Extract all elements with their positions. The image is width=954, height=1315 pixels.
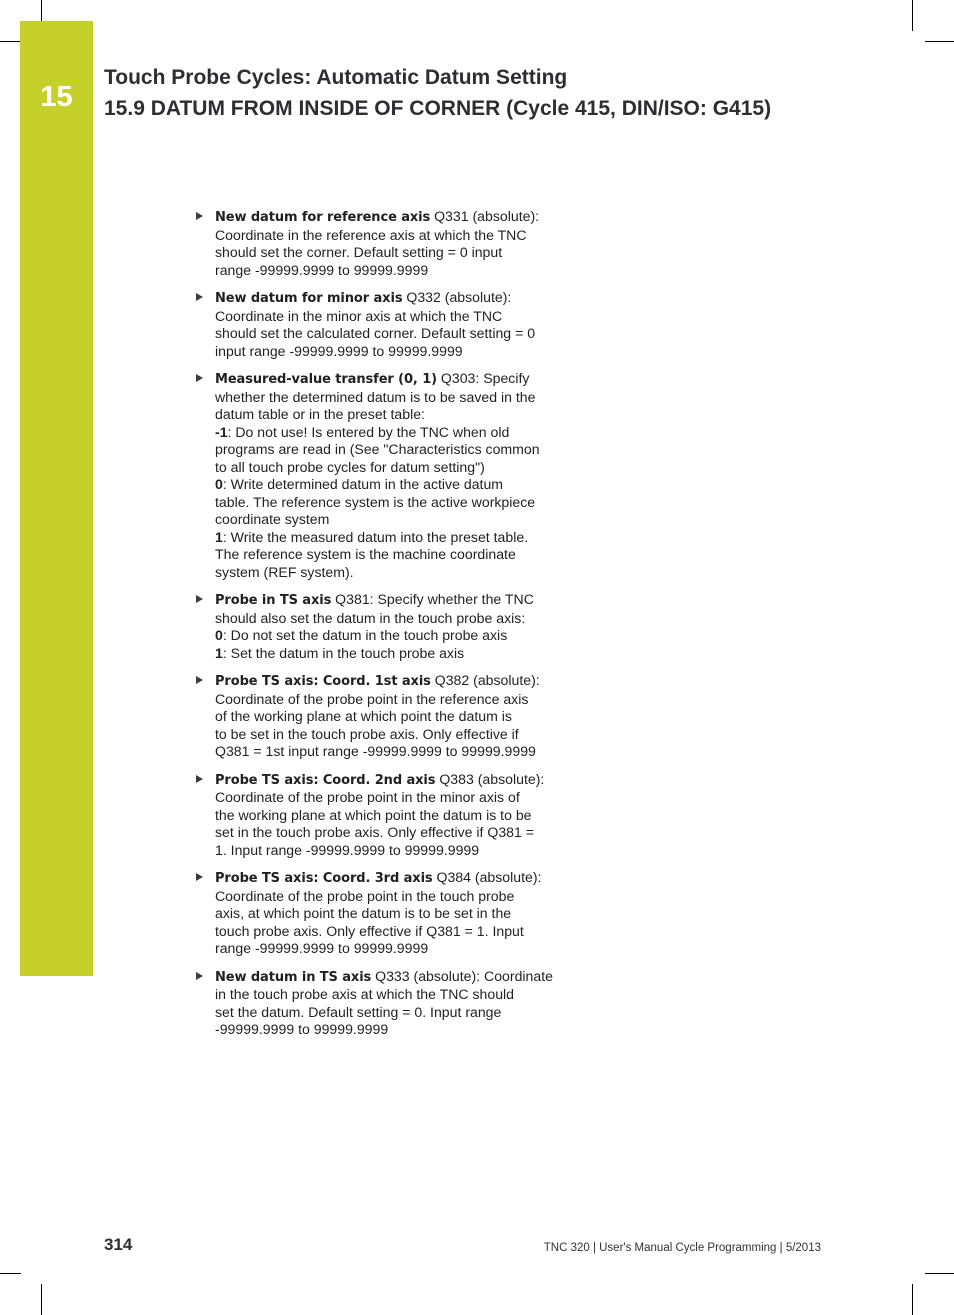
description-text: Coordinate in the minor axis at which the TNC [215,307,503,324]
parameter-text-line [215,476,555,494]
description-text: of the working plane at which point the datum is [215,708,512,724]
parameter-text-line [215,691,555,709]
parameter-name: New datum for minor axis [215,291,403,306]
description-text: system (REF system). [215,563,354,580]
parameter-text-line [215,494,555,512]
description-text: Q383 (absolute): [435,770,545,787]
parameter-item [193,208,555,279]
description-text: -99999.9999 to 99999.9999 [215,1021,389,1037]
parameter-text-line [215,325,555,343]
description-text: range -99999.9999 to 99999.9999 [215,940,429,956]
parameter-text-line [215,869,555,888]
triangle-bullet-icon [196,595,203,603]
parameter-text-line [215,905,555,923]
parameter-text-line [215,591,555,610]
option-description: : Do not set the datum in the touch probe axis [222,627,508,643]
option-description: : Write the measured datum into the preset table. [222,528,529,545]
triangle-bullet-icon [196,374,203,382]
parameter-name: New datum in TS axis [215,969,372,985]
parameter-text-line [215,424,555,442]
description-text: Q382 (absolute): [430,672,540,688]
parameter-text-line [215,227,555,245]
chapter-title: Touch Probe Cycles: Automatic Datum Setting [104,66,568,89]
parameter-item [193,968,555,1039]
description-text: Q303: Specify [437,370,530,386]
crop-mark [912,1284,913,1315]
parameter-text-line [215,789,555,807]
option-value: 1 [215,644,223,661]
description-text: Q333 (absolute): Coordinate [371,967,553,984]
description-text: set in the touch probe axis. Only effective if Q381 = [215,824,534,840]
description-text: in the touch probe axis at which the TNC should [215,986,515,1002]
description-text: datum table or in the preset table: [215,406,425,422]
option-description: : Do not use! Is entered by the TNC when old [227,423,510,440]
parameter-text-line [215,771,555,790]
parameter-text-line [215,1004,555,1022]
parameter-text-line [215,940,555,958]
description-text: coordinate system [215,511,330,527]
parameter-text-line [215,529,555,547]
description-text: should set the corner. Default setting = 0 input [215,244,503,260]
parameter-text-line [215,645,555,663]
chapter-number: 15 [40,81,73,113]
description-text: Coordinate of the probe point in the touch probe [215,887,515,904]
parameter-text-line [215,923,555,941]
footer-text: TNC 320 | User's Manual Cycle Programming | 5/2013 [543,1242,821,1254]
parameter-name: Probe in TS axis [215,593,332,608]
description-text: table. The reference system is the active workpiece [215,493,536,510]
description-text: Coordinate of the probe point in the reference axis [215,690,529,707]
parameter-text-line [215,406,555,424]
parameter-item [193,591,555,662]
description-text: to be set in the touch probe axis. Only effective if [215,725,519,742]
description-text: Q331 (absolute): [430,208,540,224]
parameter-name: Probe TS axis: Coord. 1st axis [215,674,431,689]
parameter-text-line [215,308,555,326]
parameter-name: Probe TS axis: Coord. 2nd axis [215,772,436,788]
description-text: Q384 (absolute): [432,869,542,885]
parameter-text-line [215,208,555,227]
description-text: Q381: Specify whether the TNC [331,591,534,607]
parameter-text-line [215,511,555,529]
parameter-text-line [215,389,555,407]
parameter-text-line [215,824,555,842]
option-description: : Write determined datum in the active datum [222,476,504,492]
crop-mark [41,0,42,21]
parameter-text-line [215,441,555,459]
option-value: 1 [215,528,223,545]
parameter-name: Measured-value transfer (0, 1) [215,372,437,387]
description-text: to all touch probe cycles for datum setting") [215,458,485,475]
parameter-text-line [215,370,555,389]
description-text: programs are read in (See "Characteristics common [215,441,540,457]
section-title: 15.9 DATUM FROM INSIDE OF CORNER (Cycle 415, DIN/ISO: G415) [104,97,772,120]
parameter-text-line [215,986,555,1004]
page-number: 314 [104,1235,133,1254]
description-text: whether the determined datum is to be saved in the [215,388,536,405]
triangle-bullet-icon [196,676,203,684]
parameter-text-line [215,888,555,906]
description-text: Q332 (absolute): [402,289,512,305]
crop-mark [912,0,913,31]
triangle-bullet-icon [196,873,203,881]
parameter-list [193,208,555,1049]
description-text: set the datum. Default setting = 0. Input range [215,1003,502,1020]
option-value: 0 [215,627,223,643]
option-value: -1 [215,423,228,440]
parameter-item [193,771,555,860]
parameter-name: Probe TS axis: Coord. 3rd axis [215,871,433,886]
description-text: the working plane at which point the datum is to be [215,806,532,823]
parameter-text-line [215,968,555,987]
parameter-item [193,869,555,958]
crop-mark [925,1273,954,1274]
parameter-item [193,289,555,360]
description-text: Q381 = 1st input range -99999.9999 to 99999.9999 [215,743,536,759]
parameter-item [193,672,555,761]
parameter-text-line [215,546,555,564]
parameter-name: New datum for reference axis [215,210,431,225]
crop-mark [0,1273,21,1274]
parameter-text-line [215,708,555,726]
parameter-text-line [215,610,555,628]
triangle-bullet-icon [196,972,203,980]
parameter-text-line [215,726,555,744]
parameter-text-line [215,262,555,280]
description-text: input range -99999.9999 to 99999.9999 [215,342,463,359]
description-text: Coordinate in the reference axis at which the TNC [215,226,527,243]
option-description: : Set the datum in the touch probe axis [222,644,465,661]
description-text: 1. Input range -99999.9999 to 99999.9999 [215,841,480,858]
description-text: should also set the datum in the touch probe axis: [215,609,526,626]
description-text: axis, at which point the datum is to be set in the [215,905,512,921]
parameter-text-line [215,343,555,361]
parameter-text-line [215,1021,555,1039]
description-text: range -99999.9999 to 99999.9999 [215,261,429,278]
parameter-text-line [215,564,555,582]
crop-mark [41,1284,42,1315]
description-text: touch probe axis. Only effective if Q381 = 1. Input [215,922,524,939]
parameter-text-line [215,244,555,262]
parameter-text-line [215,743,555,761]
triangle-bullet-icon [196,293,203,301]
parameter-item [193,370,555,581]
parameter-text-line [215,807,555,825]
parameter-text-line [215,842,555,860]
parameter-text-line [215,289,555,308]
crop-mark [925,41,954,42]
parameter-text-line [215,672,555,691]
description-text: Coordinate of the probe point in the minor axis of [215,789,520,805]
triangle-bullet-icon [196,212,203,220]
description-text: should set the calculated corner. Default setting = 0 [215,325,536,341]
option-value: 0 [215,476,223,492]
triangle-bullet-icon [196,775,203,783]
parameter-text-line [215,627,555,645]
parameter-text-line [215,459,555,477]
chapter-sidebar [20,21,93,976]
description-text: The reference system is the machine coordinate [215,546,516,562]
crop-mark [0,41,21,42]
